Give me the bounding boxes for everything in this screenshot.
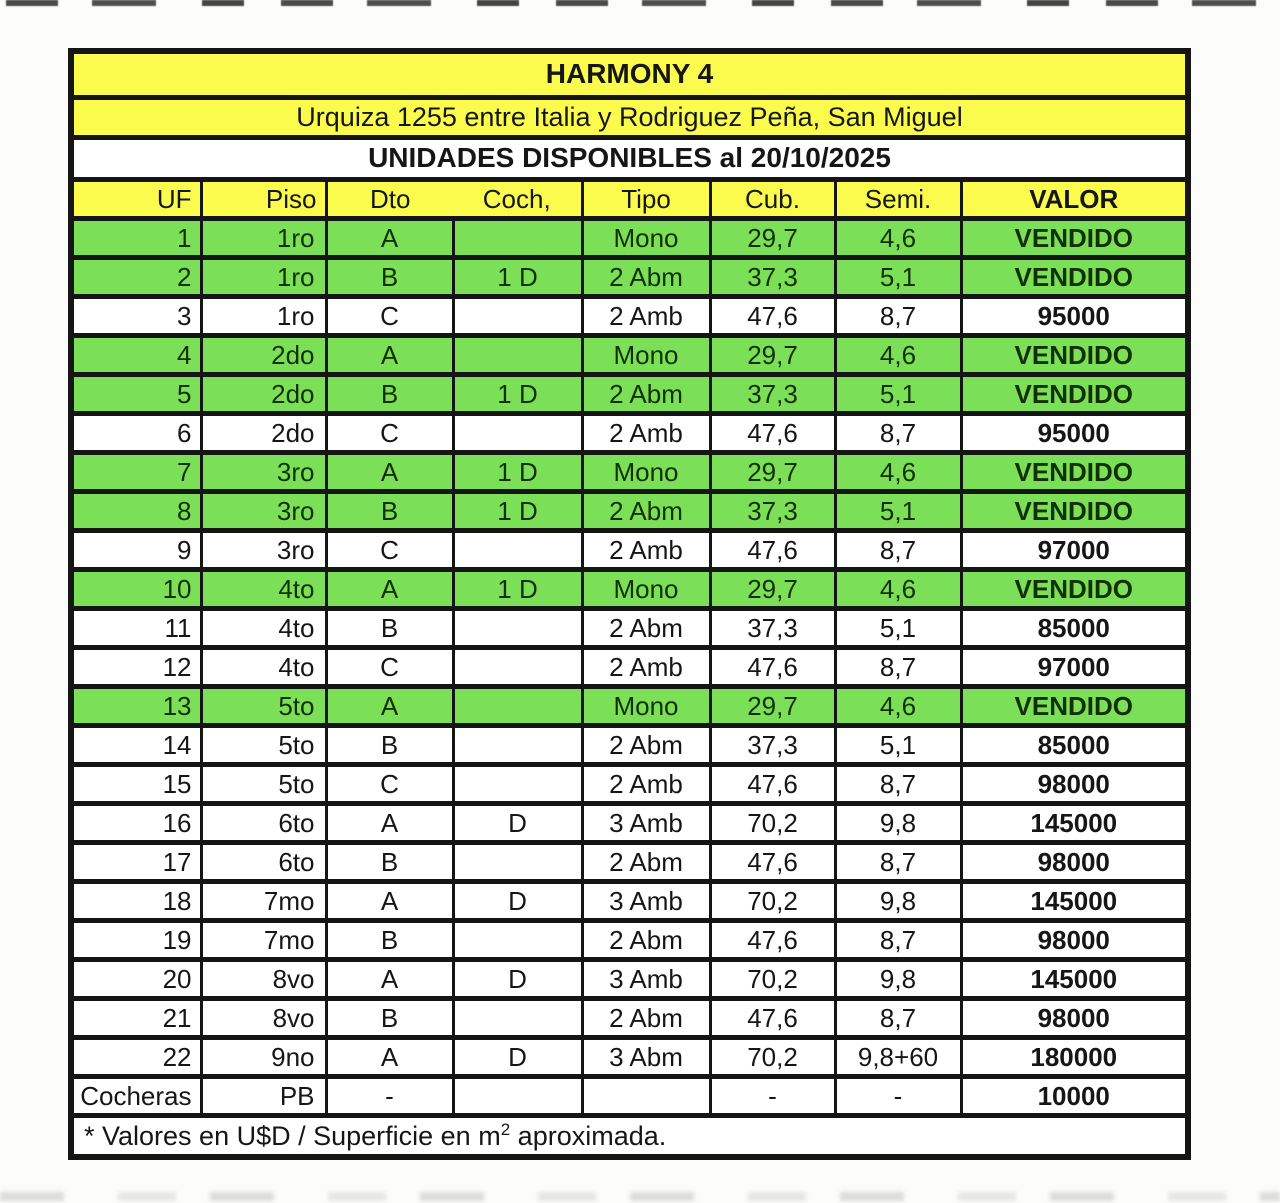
cell-tipo: 2 Abm xyxy=(582,725,710,764)
cell-coch xyxy=(453,296,582,335)
cell-coch xyxy=(453,1076,582,1115)
cell-semi: 4,6 xyxy=(835,686,961,725)
cell-piso: 8vo xyxy=(201,998,326,1037)
col-header-valor: VALOR xyxy=(961,179,1188,218)
cell-dto: C xyxy=(326,413,453,452)
cell-cub: 37,3 xyxy=(710,608,835,647)
cell-coch xyxy=(453,764,582,803)
cell-dto: B xyxy=(326,257,453,296)
cell-tipo: Mono xyxy=(582,686,710,725)
cell-dto: B xyxy=(326,920,453,959)
cell-uf: 21 xyxy=(71,998,201,1037)
cell-coch xyxy=(453,686,582,725)
address-row xyxy=(71,97,1188,137)
table-row xyxy=(71,413,1188,452)
table-row xyxy=(71,1076,1188,1115)
cell-dto: C xyxy=(326,530,453,569)
cell-valor: VENDIDO xyxy=(961,686,1188,725)
cell-valor: VENDIDO xyxy=(961,452,1188,491)
cell-valor: VENDIDO xyxy=(961,218,1188,257)
cell-tipo: Mono xyxy=(582,569,710,608)
cell-semi: 5,1 xyxy=(835,374,961,413)
cell-coch xyxy=(453,413,582,452)
cell-piso: 5to xyxy=(201,764,326,803)
table-row xyxy=(71,257,1188,296)
cell-valor: VENDIDO xyxy=(961,491,1188,530)
cropped-row-artifact xyxy=(6,0,1274,6)
unit-rows xyxy=(71,218,1188,1115)
cell-tipo: 3 Amb xyxy=(582,803,710,842)
cell-uf: 15 xyxy=(71,764,201,803)
cell-dto: A xyxy=(326,686,453,725)
cell-valor: VENDIDO xyxy=(961,335,1188,374)
building-title: HARMONY 4 xyxy=(71,51,1188,97)
cell-uf: 4 xyxy=(71,335,201,374)
cell-coch xyxy=(453,335,582,374)
col-header-piso: Piso xyxy=(201,179,326,218)
cell-piso: 4to xyxy=(201,647,326,686)
cell-cub: 37,3 xyxy=(710,257,835,296)
cell-valor: 97000 xyxy=(961,647,1188,686)
cell-tipo: 2 Abm xyxy=(582,842,710,881)
cell-valor: 97000 xyxy=(961,530,1188,569)
table-row xyxy=(71,374,1188,413)
column-header-row xyxy=(71,179,1188,218)
cell-semi: 8,7 xyxy=(835,842,961,881)
cell-piso: 7mo xyxy=(201,920,326,959)
availability-subtitle: UNIDADES DISPONIBLES al 20/10/2025 xyxy=(71,137,1188,179)
cell-coch xyxy=(453,530,582,569)
cell-tipo: 3 Amb xyxy=(582,959,710,998)
cell-valor: 10000 xyxy=(961,1076,1188,1115)
cell-uf: 19 xyxy=(71,920,201,959)
units-table xyxy=(68,48,1191,1160)
cell-cub: 37,3 xyxy=(710,491,835,530)
cell-dto: A xyxy=(326,803,453,842)
cell-uf: 16 xyxy=(71,803,201,842)
subtitle-row xyxy=(71,137,1188,179)
cell-piso: 4to xyxy=(201,608,326,647)
table-row xyxy=(71,569,1188,608)
cell-tipo: Mono xyxy=(582,218,710,257)
cell-semi: 8,7 xyxy=(835,764,961,803)
cell-tipo: 2 Amb xyxy=(582,296,710,335)
col-header-semi: Semi. xyxy=(835,179,961,218)
footnote: * Valores en U$D / Superficie en $m^2$ aproximada. xyxy=(71,1115,1188,1157)
cell-semi: - xyxy=(835,1076,961,1115)
table-row xyxy=(71,881,1188,920)
footnote-row xyxy=(71,1115,1188,1157)
cell-coch: 1 D xyxy=(453,257,582,296)
cell-coch xyxy=(453,998,582,1037)
table-row xyxy=(71,959,1188,998)
cell-dto: A xyxy=(326,881,453,920)
cell-coch: D xyxy=(453,1037,582,1076)
cell-semi: 4,6 xyxy=(835,452,961,491)
cell-piso: 6to xyxy=(201,842,326,881)
cell-valor: 98000 xyxy=(961,764,1188,803)
col-header-dto: Dto xyxy=(326,179,453,218)
cell-cub: 29,7 xyxy=(710,335,835,374)
cell-valor: 95000 xyxy=(961,296,1188,335)
cell-tipo: 2 Abm xyxy=(582,608,710,647)
superscript-2: 2 xyxy=(500,1120,511,1140)
cell-uf: 7 xyxy=(71,452,201,491)
cell-coch: D xyxy=(453,959,582,998)
cell-valor: VENDIDO xyxy=(961,569,1188,608)
cell-cub: 47,6 xyxy=(710,764,835,803)
cell-piso: 1ro xyxy=(201,257,326,296)
cell-uf: 2 xyxy=(71,257,201,296)
cell-semi: 5,1 xyxy=(835,257,961,296)
cell-uf: 9 xyxy=(71,530,201,569)
cell-dto: C xyxy=(326,764,453,803)
cell-tipo: 2 Abm xyxy=(582,257,710,296)
cell-valor: 85000 xyxy=(961,608,1188,647)
table-row xyxy=(71,491,1188,530)
table-row xyxy=(71,803,1188,842)
cell-cub: 70,2 xyxy=(710,803,835,842)
table-row xyxy=(71,920,1188,959)
cell-dto: B xyxy=(326,725,453,764)
cell-coch: D xyxy=(453,881,582,920)
cell-cub: 37,3 xyxy=(710,374,835,413)
table-row xyxy=(71,530,1188,569)
cell-valor: 98000 xyxy=(961,998,1188,1037)
cell-cub: 29,7 xyxy=(710,569,835,608)
cell-dto: A xyxy=(326,569,453,608)
cell-piso: 5to xyxy=(201,686,326,725)
cell-piso: 3ro xyxy=(201,530,326,569)
cell-piso: PB xyxy=(201,1076,326,1115)
cell-semi: 4,6 xyxy=(835,335,961,374)
cell-semi: 5,1 xyxy=(835,491,961,530)
cell-semi: 9,8 xyxy=(835,881,961,920)
cell-dto: C xyxy=(326,647,453,686)
cell-dto: A xyxy=(326,335,453,374)
cell-dto: - xyxy=(326,1076,453,1115)
cell-uf: 1 xyxy=(71,218,201,257)
cell-dto: B xyxy=(326,374,453,413)
cell-coch: 1 D xyxy=(453,569,582,608)
table-row xyxy=(71,296,1188,335)
cell-uf: 13 xyxy=(71,686,201,725)
table-row xyxy=(71,725,1188,764)
table-row xyxy=(71,335,1188,374)
cell-tipo: 3 Amb xyxy=(582,881,710,920)
cell-semi: 9,8 xyxy=(835,959,961,998)
cell-tipo: 2 Amb xyxy=(582,413,710,452)
cell-valor: 145000 xyxy=(961,803,1188,842)
cell-tipo: Mono xyxy=(582,335,710,374)
cell-cub: 70,2 xyxy=(710,881,835,920)
cell-uf: 8 xyxy=(71,491,201,530)
cell-piso: 5to xyxy=(201,725,326,764)
cell-uf: 5 xyxy=(71,374,201,413)
cell-tipo: 2 Abm xyxy=(582,920,710,959)
cell-coch xyxy=(453,725,582,764)
title-row xyxy=(71,51,1188,97)
col-header-coch: Coch, xyxy=(453,179,582,218)
cell-semi: 9,8 xyxy=(835,803,961,842)
cell-cub: 29,7 xyxy=(710,686,835,725)
scan-smudge-artifact xyxy=(0,1192,1280,1201)
cell-semi: 5,1 xyxy=(835,725,961,764)
cell-dto: B xyxy=(326,491,453,530)
cell-valor: 98000 xyxy=(961,920,1188,959)
cell-semi: 4,6 xyxy=(835,569,961,608)
cell-piso: 3ro xyxy=(201,491,326,530)
cell-coch: 1 D xyxy=(453,491,582,530)
cell-cub: 47,6 xyxy=(710,998,835,1037)
cell-semi: 8,7 xyxy=(835,530,961,569)
table-row xyxy=(71,686,1188,725)
cell-cub: 37,3 xyxy=(710,725,835,764)
cell-cub: 47,6 xyxy=(710,413,835,452)
cell-valor: VENDIDO xyxy=(961,257,1188,296)
cell-tipo xyxy=(582,1076,710,1115)
cell-tipo: 2 Abm xyxy=(582,374,710,413)
cell-semi: 5,1 xyxy=(835,608,961,647)
cell-piso: 1ro xyxy=(201,218,326,257)
cell-coch: 1 D xyxy=(453,374,582,413)
cell-piso: 2do xyxy=(201,413,326,452)
building-address: Urquiza 1255 entre Italia y Rodriguez Peña, San Miguel xyxy=(71,97,1188,137)
cell-cub: 47,6 xyxy=(710,647,835,686)
col-header-tipo: Tipo xyxy=(582,179,710,218)
cell-coch xyxy=(453,842,582,881)
cell-piso: 7mo xyxy=(201,881,326,920)
cell-uf: 12 xyxy=(71,647,201,686)
table-row xyxy=(71,218,1188,257)
table-row xyxy=(71,608,1188,647)
table-row xyxy=(71,1037,1188,1076)
cell-dto: A xyxy=(326,452,453,491)
table-row xyxy=(71,842,1188,881)
cell-tipo: 2 Amb xyxy=(582,764,710,803)
cell-cub: 47,6 xyxy=(710,920,835,959)
cell-tipo: 2 Amb xyxy=(582,647,710,686)
table-row xyxy=(71,452,1188,491)
table-row xyxy=(71,764,1188,803)
cell-piso: 2do xyxy=(201,335,326,374)
cell-dto: A xyxy=(326,218,453,257)
cell-semi: 9,8+60 xyxy=(835,1037,961,1076)
cell-tipo: 2 Abm xyxy=(582,998,710,1037)
cell-coch xyxy=(453,218,582,257)
cell-valor: 145000 xyxy=(961,881,1188,920)
cell-cub: 29,7 xyxy=(710,218,835,257)
cell-uf: 11 xyxy=(71,608,201,647)
cell-valor: VENDIDO xyxy=(961,374,1188,413)
cell-semi: 4,6 xyxy=(835,218,961,257)
cell-piso: 8vo xyxy=(201,959,326,998)
cell-uf: 20 xyxy=(71,959,201,998)
cell-valor: 180000 xyxy=(961,1037,1188,1076)
cell-coch: D xyxy=(453,803,582,842)
cell-coch: 1 D xyxy=(453,452,582,491)
cell-cub: - xyxy=(710,1076,835,1115)
cell-semi: 8,7 xyxy=(835,296,961,335)
cell-cub: 47,6 xyxy=(710,842,835,881)
cell-cub: 47,6 xyxy=(710,530,835,569)
cell-valor: 145000 xyxy=(961,959,1188,998)
cell-uf: 3 xyxy=(71,296,201,335)
col-header-cub: Cub. xyxy=(710,179,835,218)
cell-dto: A xyxy=(326,959,453,998)
cell-piso: 4to xyxy=(201,569,326,608)
cell-uf: 17 xyxy=(71,842,201,881)
cell-piso: 6to xyxy=(201,803,326,842)
cell-piso: 3ro xyxy=(201,452,326,491)
cell-valor: 95000 xyxy=(961,413,1188,452)
cell-cub: 70,2 xyxy=(710,1037,835,1076)
cell-coch xyxy=(453,608,582,647)
cell-dto: B xyxy=(326,998,453,1037)
table-row xyxy=(71,998,1188,1037)
col-header-uf: UF xyxy=(71,179,201,218)
cell-uf: 22 xyxy=(71,1037,201,1076)
cell-tipo: Mono xyxy=(582,452,710,491)
cell-tipo: 2 Abm xyxy=(582,491,710,530)
cell-cub: 47,6 xyxy=(710,296,835,335)
cell-tipo: 3 Abm xyxy=(582,1037,710,1076)
table-row xyxy=(71,647,1188,686)
cell-semi: 8,7 xyxy=(835,413,961,452)
cell-semi: 8,7 xyxy=(835,647,961,686)
cell-semi: 8,7 xyxy=(835,998,961,1037)
cell-semi: 8,7 xyxy=(835,920,961,959)
cell-piso: 9no xyxy=(201,1037,326,1076)
cell-coch xyxy=(453,647,582,686)
cell-dto: B xyxy=(326,842,453,881)
cell-tipo: 2 Amb xyxy=(582,530,710,569)
cell-uf: 14 xyxy=(71,725,201,764)
cell-dto: C xyxy=(326,296,453,335)
cell-cub: 29,7 xyxy=(710,452,835,491)
cell-uf: 6 xyxy=(71,413,201,452)
cell-valor: 98000 xyxy=(961,842,1188,881)
cell-dto: A xyxy=(326,1037,453,1076)
cell-uf: 10 xyxy=(71,569,201,608)
cell-uf: Cocheras xyxy=(71,1076,201,1115)
cell-valor: 85000 xyxy=(961,725,1188,764)
cell-piso: 1ro xyxy=(201,296,326,335)
cell-dto: B xyxy=(326,608,453,647)
cell-coch xyxy=(453,920,582,959)
cell-piso: 2do xyxy=(201,374,326,413)
cell-cub: 70,2 xyxy=(710,959,835,998)
cell-uf: 18 xyxy=(71,881,201,920)
